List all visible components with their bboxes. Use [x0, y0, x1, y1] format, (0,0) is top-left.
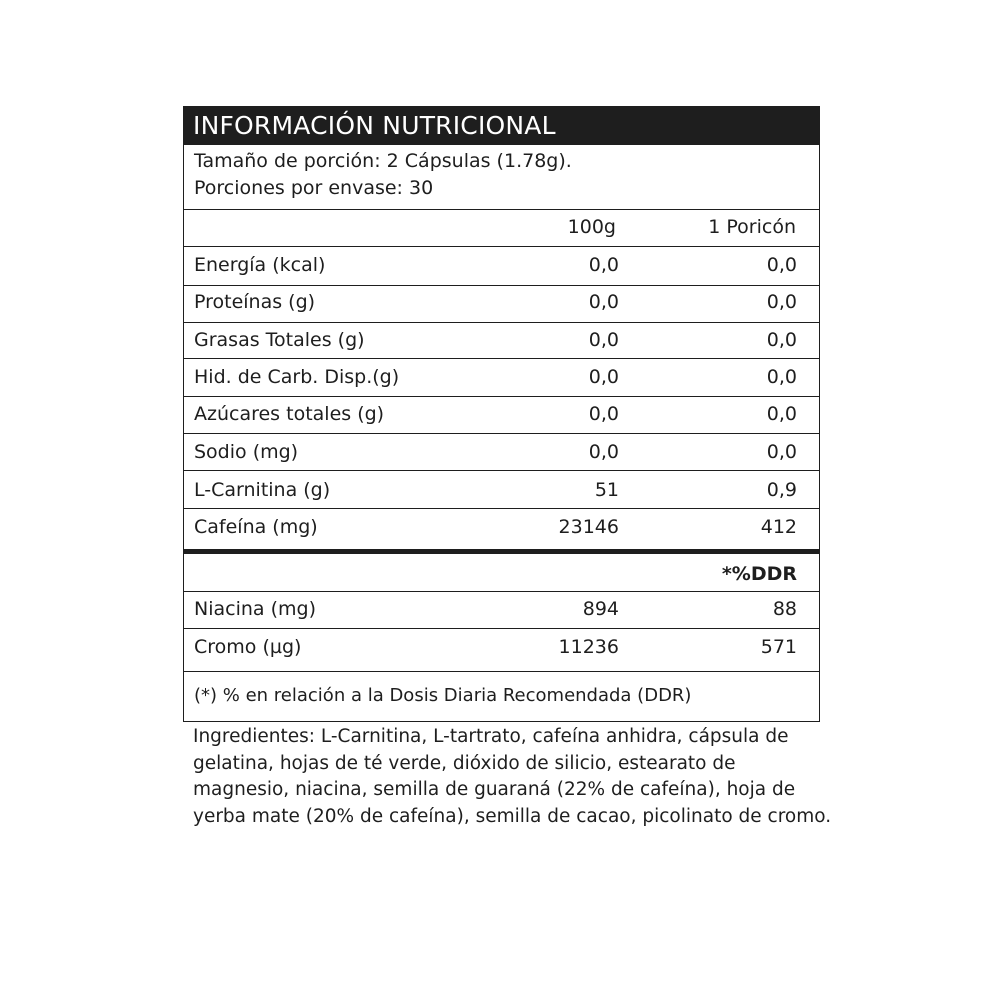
- nutrient-value-portion: 412: [760, 516, 797, 538]
- ddr-header-row: [184, 556, 819, 593]
- nutrient-row-sodium: [184, 434, 819, 471]
- nutrient-value-portion: 0,0: [766, 291, 797, 313]
- nutrient-value-portion: 0,0: [766, 403, 797, 425]
- nutrient-name: Niacina (mg): [194, 598, 316, 620]
- column-header-100g: 100g: [567, 216, 616, 238]
- ingredients-text: Ingredientes: L-Carnitina, L-tartrato, cafeína anhidra, cápsula de gelatina, hojas de té verde, dióxido de silicio, estearato de magnesio, niacina, semilla de guaraná (22% de cafeína), hoja de yerba mate (20% de cafeína), semilla de cacao, picolinato de cromo.: [193, 726, 832, 827]
- nutrient-value-100g: 0,0: [588, 403, 619, 425]
- nutrient-row-carnitine: [184, 472, 819, 509]
- nutrient-value-portion: 0,0: [766, 254, 797, 276]
- nutrient-value-100g: 0,0: [588, 366, 619, 388]
- nutrition-facts-label: [183, 106, 820, 722]
- nutrient-value-100g: 0,0: [588, 291, 619, 313]
- column-header-portion: 1 Poricón: [708, 216, 796, 238]
- ddr-row-niacin: [184, 591, 819, 628]
- nutrient-name: Cafeína (mg): [194, 516, 318, 538]
- nutrient-value-100g: 0,0: [588, 441, 619, 463]
- ddr-row-chromium: [184, 629, 819, 666]
- label-title: INFORMACIÓN NUTRICIONAL: [184, 107, 819, 145]
- nutrient-value-100g: 23146: [558, 516, 619, 538]
- divider: [184, 671, 819, 672]
- nutrient-row-carbs: [184, 359, 819, 396]
- servings-per-container: Porciones por envase: 30: [194, 177, 434, 199]
- nutrient-row-fat: [184, 322, 819, 359]
- ddr-header: *%DDR: [721, 563, 797, 585]
- nutrient-value-ddr: 88: [772, 598, 797, 620]
- nutrient-value-100g: 51: [594, 479, 619, 501]
- nutrient-value-100g: 11236: [558, 636, 619, 658]
- nutrient-name: Cromo (µg): [194, 636, 302, 658]
- nutrient-name: Proteínas (g): [194, 291, 316, 313]
- nutrient-name: L-Carnitina (g): [194, 479, 331, 501]
- nutrient-row-sugars: [184, 396, 819, 433]
- nutrient-value-portion: 0,0: [766, 441, 797, 463]
- nutrient-row-energy: [184, 247, 819, 284]
- nutrient-name: Energía (kcal): [194, 254, 326, 276]
- nutrient-value-100g: 894: [582, 598, 619, 620]
- nutrient-value-portion: 0,0: [766, 329, 797, 351]
- nutrient-name: Hid. de Carb. Disp.(g): [194, 366, 400, 388]
- nutrient-value-100g: 0,0: [588, 329, 619, 351]
- nutrient-name: Sodio (mg): [194, 441, 299, 463]
- nutrient-value-ddr: 571: [760, 636, 797, 658]
- nutrient-row-caffeine: [184, 509, 819, 546]
- serving-size: Tamaño de porción: 2 Cápsulas (1.78g).: [194, 150, 572, 172]
- nutrient-value-portion: 0,9: [766, 479, 797, 501]
- ddr-footnote: (*) % en relación a la Dosis Diaria Recomendada (DDR): [194, 685, 692, 706]
- thick-divider: [184, 549, 819, 554]
- column-header-row: [184, 209, 819, 246]
- nutrient-name: Azúcares totales (g): [194, 403, 385, 425]
- nutrient-row-protein: [184, 284, 819, 321]
- nutrient-value-100g: 0,0: [588, 254, 619, 276]
- nutrient-name: Grasas Totales (g): [194, 329, 365, 351]
- divider: [184, 470, 819, 471]
- nutrient-value-portion: 0,0: [766, 366, 797, 388]
